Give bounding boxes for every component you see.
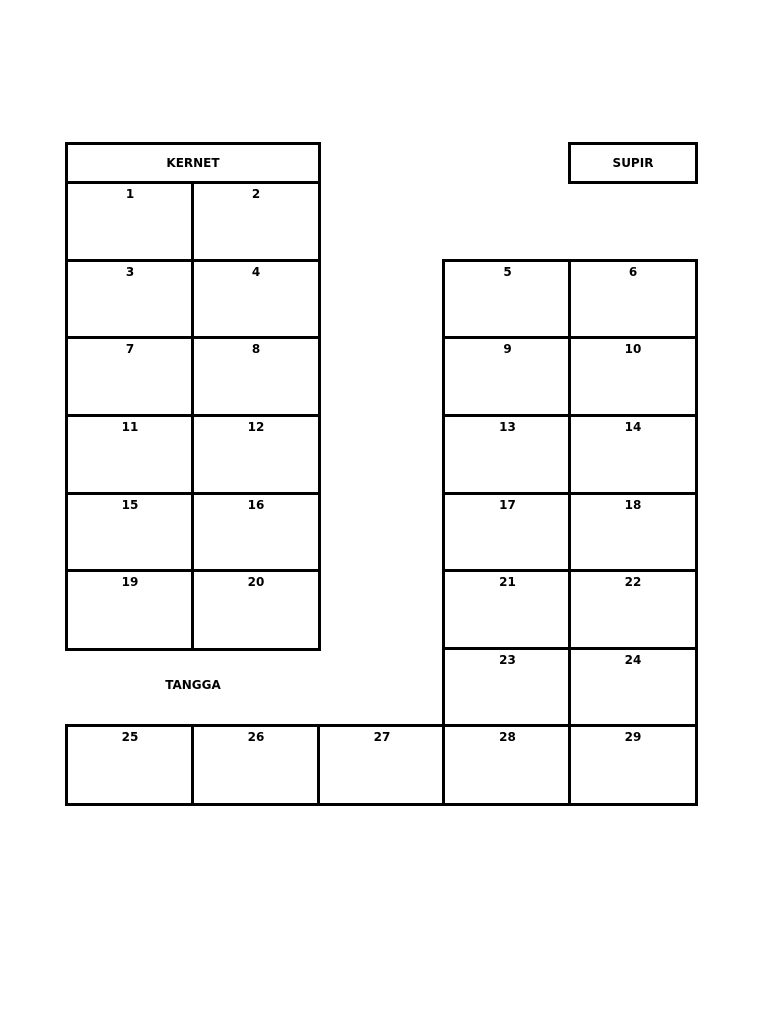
seat-18[interactable] (568, 492, 698, 573)
seat-3[interactable] (65, 259, 195, 340)
seat-number: 9 (503, 342, 512, 356)
seat-13[interactable] (442, 414, 573, 496)
kernet-label: KERNET (166, 156, 220, 170)
seat-16[interactable] (191, 492, 321, 573)
seat-number: 16 (247, 498, 265, 512)
seat-number: 13 (499, 420, 516, 434)
seat-19[interactable] (65, 569, 195, 651)
seat-17[interactable] (442, 492, 573, 573)
seat-25[interactable] (65, 724, 195, 806)
supir-box (568, 142, 698, 184)
seat-9[interactable] (442, 336, 573, 418)
seat-number: 6 (628, 265, 638, 279)
seat-number: 3 (125, 265, 135, 279)
seat-11[interactable] (65, 414, 195, 496)
seat-24[interactable] (568, 647, 698, 728)
seat-number: 23 (499, 653, 516, 667)
seat-4[interactable] (191, 259, 321, 340)
seat-10[interactable] (568, 336, 698, 418)
seat-1[interactable] (65, 181, 195, 263)
seat-number: 5 (503, 265, 512, 279)
seat-21[interactable] (442, 569, 573, 651)
supir-label: SUPIR (612, 156, 654, 170)
seat-number: 22 (624, 575, 642, 589)
seat-number: 20 (247, 575, 265, 589)
seat-8[interactable] (191, 336, 321, 418)
kernet-box (65, 142, 321, 184)
seat-2[interactable] (191, 181, 321, 263)
seat-number: 15 (121, 498, 139, 512)
seat-28[interactable] (442, 724, 573, 806)
seat-12[interactable] (191, 414, 321, 496)
seat-number: 1 (125, 187, 135, 201)
seat-number: 24 (624, 653, 642, 667)
seat-number: 7 (125, 342, 135, 356)
seat-number: 19 (121, 575, 139, 589)
seat-number: 21 (499, 575, 516, 589)
tangga-label: TANGGA (165, 678, 221, 692)
seat-5[interactable] (442, 259, 573, 340)
seat-number: 2 (251, 187, 261, 201)
seat-number: 8 (251, 342, 261, 356)
seat-7[interactable] (65, 336, 195, 418)
seat-number: 17 (499, 498, 516, 512)
seat-number: 10 (624, 342, 642, 356)
seat-29[interactable] (568, 724, 698, 806)
seat-23[interactable] (442, 647, 573, 728)
seat-20[interactable] (191, 569, 321, 651)
seat-number: 14 (624, 420, 642, 434)
seat-26[interactable] (191, 724, 321, 806)
seat-number: 4 (251, 265, 261, 279)
seat-15[interactable] (65, 492, 195, 573)
seat-6[interactable] (568, 259, 698, 340)
seat-number: 11 (121, 420, 139, 434)
seat-27[interactable] (317, 724, 447, 806)
seat-22[interactable] (568, 569, 698, 651)
seat-14[interactable] (568, 414, 698, 496)
seat-number: 28 (499, 730, 516, 744)
seat-number: 25 (121, 730, 139, 744)
seat-number: 12 (247, 420, 265, 434)
seat-number: 27 (373, 730, 391, 744)
seat-number: 18 (624, 498, 642, 512)
seat-number: 26 (247, 730, 265, 744)
seat-number: 29 (624, 730, 642, 744)
